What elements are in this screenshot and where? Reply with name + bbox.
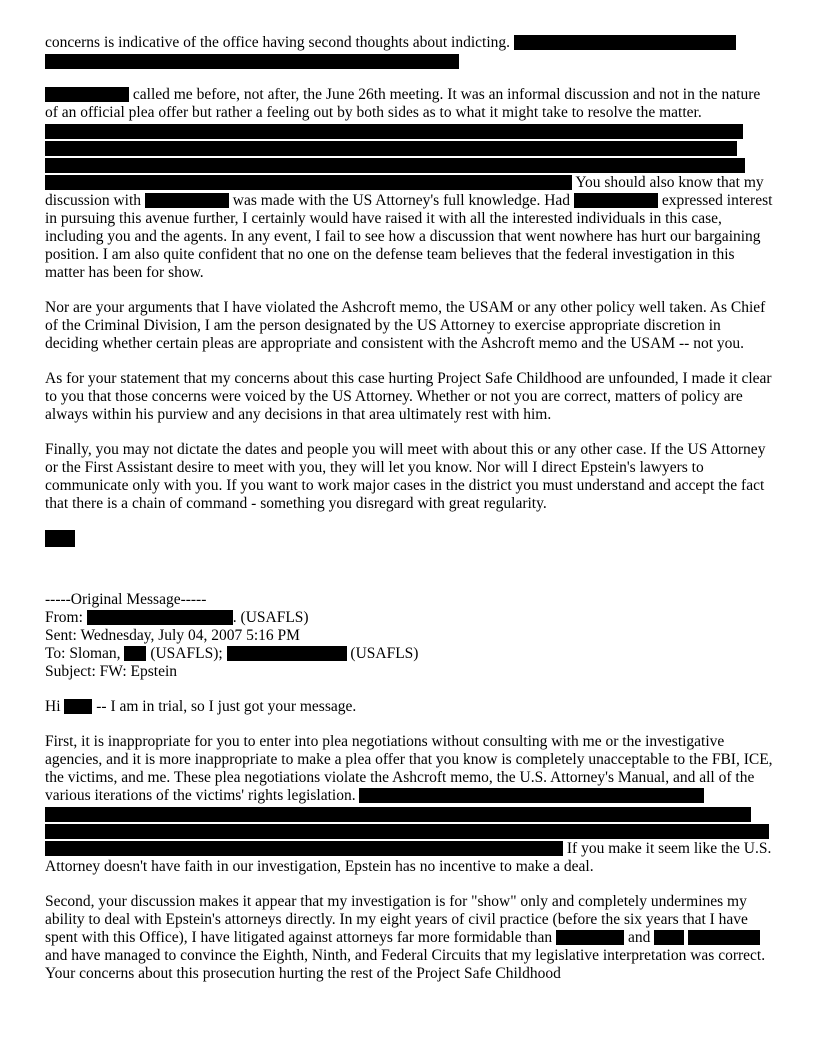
text: First, it is inappropriate for you to enter into plea negotiations without consulting with me or the investigative agencies, and it is more inappropriate to make a plea offer that you know is completely unacceptable to the FBI, ICE, the victims, and me. These plea negotiations violate the Ashcroft memo, the U.S. Attorney's Manual, and all of the various iterations of the victims' rights legislation. [45, 733, 773, 804]
redaction [556, 930, 624, 945]
text: expressed interest in pursuing this avenue further, I certainly would have raised it with all the interested individuals in this case, including you and the agents. In any event, I fail to see how a discussion that went nowhere has hurt our bargaining position. I am also quite confident that no one on the defense team believes that the federal investigation in this matter has been for show. [45, 192, 773, 281]
text: concerns is indicative of the office having second thoughts about indicting. [45, 34, 511, 51]
redaction [514, 35, 736, 50]
redaction [45, 124, 743, 139]
signature-redaction [45, 530, 75, 547]
paragraph-5: Finally, you may not dictate the dates and people you will meet with about this or any other case. If the US Attorney or the First Assistant desire to meet with you, they will let you know. Nor will I direct Epstein's lawyers to communicate only with you. If you want to work major cases in the district you must understand and accept the fact that there is a chain of command - something you disregard with great regularity. [45, 441, 766, 512]
redaction [574, 193, 658, 208]
redaction [227, 646, 347, 661]
redaction [45, 175, 572, 190]
redaction [359, 788, 704, 803]
text: and have managed to convince the Eighth, Ninth, and Federal Circuits that my legislative interpretation was correct. Your concerns about this prosecution hurting the rest of the Project Safe Childhood [45, 947, 766, 982]
paragraph-1 [45, 34, 775, 69]
sent-line: Sent: Wednesday, July 04, 2007 5:16 PM [45, 627, 300, 644]
redaction [124, 646, 146, 661]
original-message-label: -----Original Message----- [45, 591, 207, 608]
redaction [654, 930, 684, 945]
text: You should also know that my discussion with [45, 174, 764, 209]
paragraph-6 [45, 733, 775, 876]
redaction [87, 610, 233, 625]
from-line: From: . (USAFLS) [45, 609, 309, 626]
paragraph-3: Nor are your arguments that I have violated the Ashcroft memo, the USAM or any other policy well taken. As Chief of the Criminal Division, I am the person designated by the US Attorney to exercise appropriate discretion in deciding whether certain pleas are appropriate and consistent with the Ashcroft memo and the USAM -- not you. [45, 299, 766, 352]
text: If you make it seem like the U.S. Attorney doesn't have faith in our investigation, Epstein has no incentive to make a deal. [45, 840, 772, 875]
redaction [45, 141, 737, 156]
redaction [45, 807, 751, 822]
redaction [64, 699, 92, 714]
redaction [688, 930, 760, 945]
to-line: To: Sloman, (USAFLS); (USAFLS) [45, 645, 419, 662]
paragraph-2 [45, 86, 775, 282]
redaction [45, 824, 769, 839]
paragraph-4: As for your statement that my concerns about this case hurting Project Safe Childhood are unfounded, I made it clear to you that those concerns were voiced by the US Attorney. Whether or not you are correct, matters of policy are always within his purview and any decisions in that area ultimately rest with him. [45, 370, 772, 423]
greeting: Hi -- I am in trial, so I just got your message. [45, 698, 357, 715]
subject-line: Subject: FW: Epstein [45, 663, 178, 680]
redaction [45, 158, 745, 173]
message-header [45, 591, 775, 681]
paragraph-7: Second, your discussion makes it appear that my investigation is for "show" only and completely undermines my ability to deal with Epstein's attorneys directly. In my eight years of civil practice (before the six years that I have spent with this Office), I have litigated against attorneys far more formidable than and and have managed to convince the Eighth, Ninth, and Federal Circuits that my legislative interpretation was correct. Your concerns about this prosecution hurting the rest of the Project Safe Childhood [45, 893, 766, 982]
redaction [45, 841, 563, 856]
document-page [45, 34, 775, 1000]
redaction [45, 54, 459, 69]
text: Second, your discussion makes it appear that my investigation is for "show" only and completely undermines my ability to deal with Epstein's attorneys directly. In my eight years of civil practice (before the six years that I have spent with this Office), I have litigated against attorneys far more formidable than [45, 893, 748, 946]
redaction [45, 87, 129, 102]
redaction [145, 193, 229, 208]
text: called me before, not after, the June 26th meeting. It was an informal discussion and not in the nature of an official plea offer but rather a feeling out by both sides as to what it might take to resolve the matter. [45, 86, 761, 121]
text: was made with the US Attorney's full knowledge. Had [232, 192, 571, 209]
